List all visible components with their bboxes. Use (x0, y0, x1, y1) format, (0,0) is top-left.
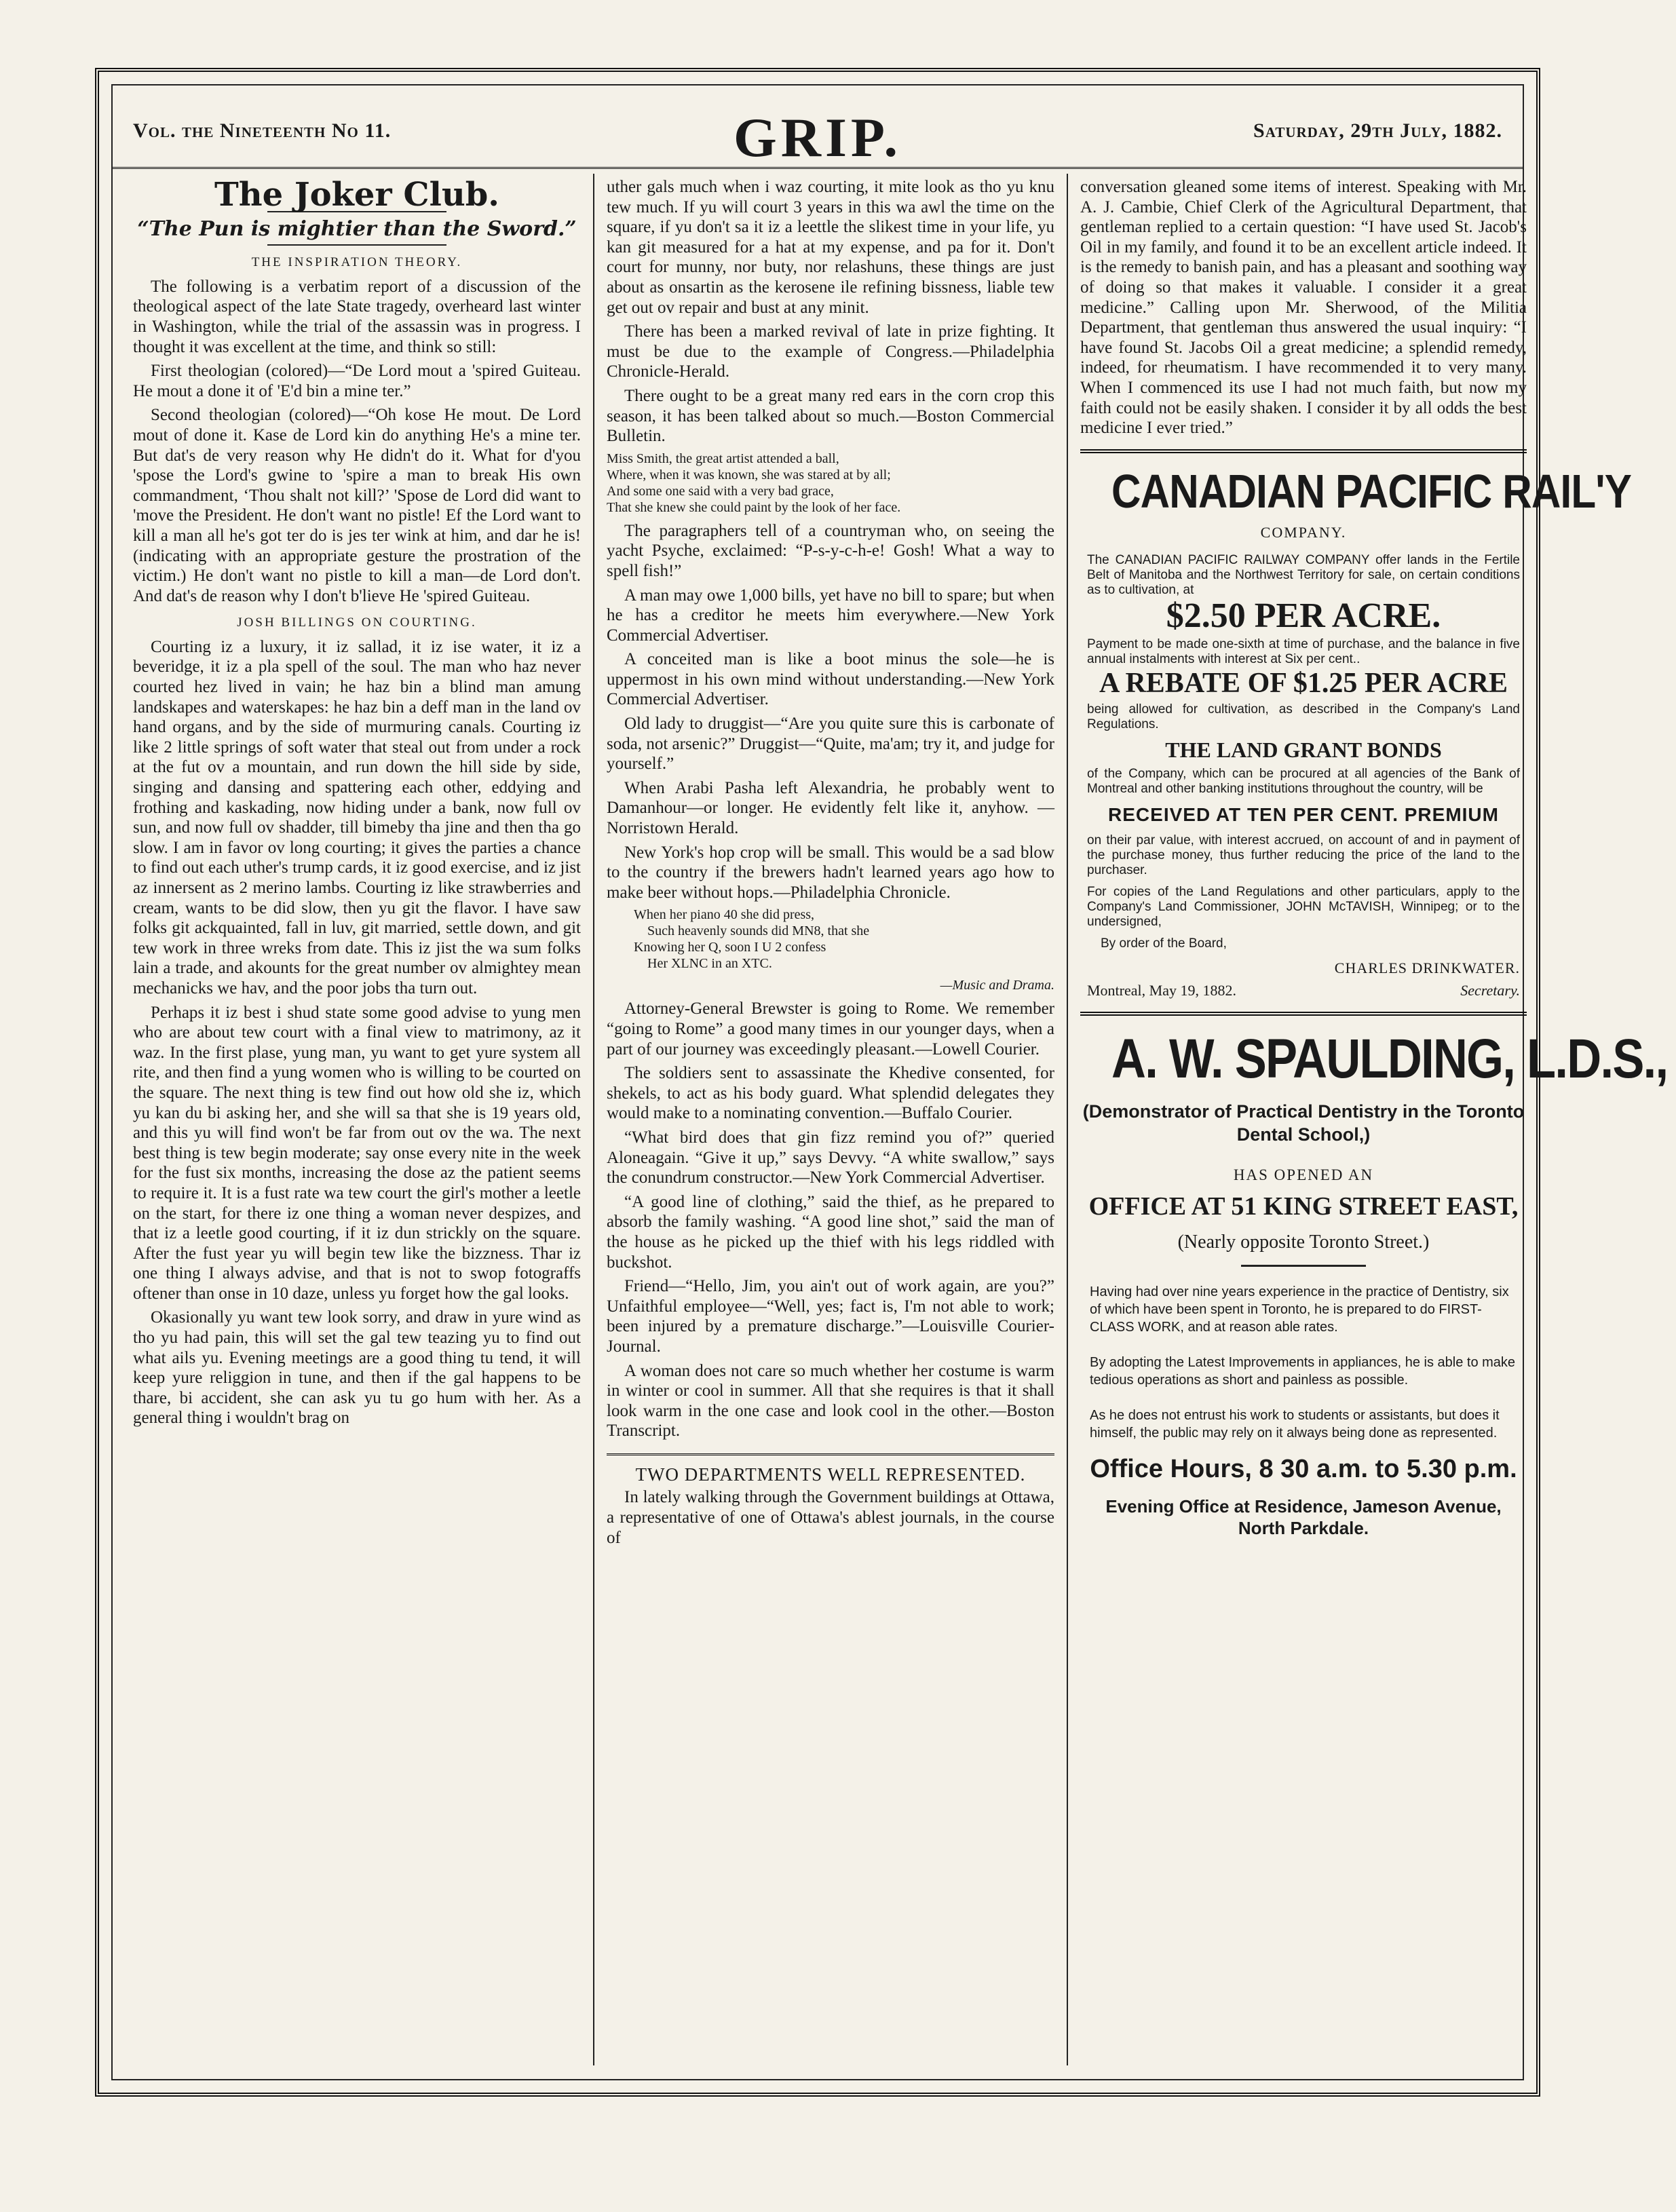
ad-price: $2.50 PER ACRE. (1166, 596, 1441, 636)
ad-text: As he does not entrust his work to students or assistants, but does it himself, the public may rely on it always being done as represented. (1090, 1407, 1500, 1441)
ad-title: A. W. SPAULDING, L.D.S., (1111, 1027, 1668, 1090)
section-title-joker-club: The Joker Club. (214, 176, 499, 214)
ad-signer-title: Secretary. (1460, 982, 1520, 999)
article-heading: THE INSPIRATION THEORY. (251, 255, 463, 270)
ad-subtitle: COMPANY. (1260, 523, 1347, 541)
article-paragraph: conversation gleaned some items of interest. Speaking with Mr. A. J. Cambie, Chief Clerk of the Agricultural Department, that gentleman replied to a certain question: “I have used St. Jacob's Oil in my family, and found it to be an excellent article indeed. It is the remedy to banish pain, and has a pleasant and soothing way of doing so that makes it valuable. I consider it a great medicine.” Calling upon Mr. Sherwood, of the Militia Department, that gentleman thus answered the usual inquiry: “I have found St. Jacobs Oil a great medicine; a splendid remedy, indeed, for rheumatism. I have recommended it to very many. When I commenced its use I had not much faith, but now my faith could not be easily shaken. I consider it by all odds the best medicine I ever tried.” (1080, 178, 1527, 438)
joke-item: A woman does not care so much whether her costume is warm in winter or cool in summer. All that she requires is that it shall look warm in the one case and look cool in the other.—Boston Transcript. (607, 1361, 1054, 1441)
ad-signature-row (1087, 980, 1520, 1001)
verse-line: Knowing her Q, soon I U 2 confess (634, 940, 826, 955)
divider (1080, 1012, 1527, 1016)
ad-text: The CANADIAN PACIFIC RAILWAY COMPANY offer lands in the Fertile Belt of Manitoba and the Northwest Territory for sale, on certain conditions as to cultivation, at (1087, 553, 1520, 598)
newspaper-title: GRIP. (734, 107, 902, 168)
cpr-advertisement (1080, 464, 1632, 1001)
article-paragraph: Courting iz a luxury, it iz sallad, it iz ise water, it iz a beveridge, it iz a pla spell of the soul. The man who haz never courted hez lived in vain; he haz bin a blind man amung landskapes and waterskapes: he haz bin a deff man in the land ov hand organs, and by the side of murmuring canals. Courting iz like 2 little springs of soft water that steal out from under a rock at the fut ov a mountain, and run down the hill side by side, singing and dansing and spattering each other, eddying and frothing and kaskading, now hiding under a bank, now full ov sun, and now full ov shadder, till bimeby tha jine and then tha go slow. I am in favor ov long courting; it gives the parties a chance to find out each uther's trump cards, it iz good exercise, and iz jist az innersent as 2 merino lambs. Courting iz like strawberries and cream, wants to be did slow, then yu git the flavor. I have saw folks git ackquainted, fall in luv, git married, settle down, and git tew work in three wreks from date. This iz jist the wa sum folks lain a trade, and akounts for the great number ov almightey mean mechanicks we hav, and the poor jobs tha turn out. (133, 637, 581, 997)
ad-text: (Nearly opposite Toronto Street.) (1177, 1232, 1430, 1253)
ad-signer: CHARLES DRINKWATER. (1334, 959, 1520, 976)
column-3 (1080, 177, 1668, 2065)
joke-item: There has been a marked revival of late in prize fighting. It must be due to the example of Congress.—Philadelphia Chronicle-Herald. (607, 322, 1054, 381)
joke-item: Old lady to druggist—“Are you quite sure this is carbonate of soda, not arsenic?” Druggist—“Quite, ma'am; try it, and judge for yourself.” (607, 714, 1054, 774)
verse-line: That she knew she could paint by the look of her face. (607, 499, 901, 515)
article-paragraph: Okasionally yu want tew look sorry, and draw in yure wind as tho yu had pain, this will set the gal tew teazing yu to find out what ails yu. Evening meetings are a good thing tu tend, it will keep yure religgion in tune, and then if the gal happens to be thare, bi accident, she can ask yu tu go hum with her. As a general thing i wouldn't brag on (133, 1308, 581, 1428)
joke-item: The soldiers sent to assassinate the Khedive consented, for shekels, to act as his body guard. What splendid delegates they would make to a nominating convention.—Buffalo Courier. (607, 1064, 1054, 1123)
issue-date: Saturday, 29th July, 1882. (1253, 119, 1502, 142)
section-motto: “The Pun is mightier than the Sword.” (137, 216, 577, 241)
joke-item: “A good line of clothing,” said the thief, as he prepared to absorb the family washing. “A good line shot,” said the man of the house as he picked up the thief with his legs riddled with buckshot. (607, 1192, 1054, 1272)
verse-line: Her XLNC in an XTC. (647, 956, 772, 972)
joke-item: There ought to be a great many red ears in the corn crop this season, it has been talked about so much.—Boston Commercial Bulletin. (607, 386, 1054, 446)
masthead (113, 85, 1523, 169)
column-rule-1 (593, 174, 594, 2065)
divider (1080, 449, 1527, 453)
article-paragraph: First theologian (colored)—“De Lord mout a 'spired Guiteau. He mout a done it of 'E'd bin a mine ter.” (133, 362, 581, 400)
ad-text: By order of the Board, (1101, 936, 1227, 951)
joke-item: A conceited man is like a boot minus the sole—he is uppermost in his own mind without understanding.—New York Commercial Advertiser. (607, 650, 1054, 709)
joke-item: Attorney-General Brewster is going to Rome. We remember “going to Rome” a good many times in our younger days, when a part of our journey was exceedingly pleasant.—Lowell Courier. (607, 999, 1054, 1059)
verse-line: When her piano 40 she did press, (634, 907, 815, 923)
joke-item: The paragraphers tell of a countryman who, on seeing the yacht Psyche, exclaimed: “P-s-y-c-h-e! Gosh! What a way to spell fish!” (607, 521, 1054, 580)
dentist-advertisement (1080, 1027, 1668, 1539)
verse-line: Where, when it was known, she was stared at by all; (607, 467, 891, 482)
verse-line: And some one said with a very bad grace, (607, 483, 834, 499)
ad-text: By adopting the Latest Improvements in appliances, he is able to make tedious operations as short and painless as possible. (1090, 1354, 1516, 1388)
volume-number: Vol. the Nineteenth No 11. (133, 119, 392, 142)
ad-text: Having had over nine years experience in the practice of Dentistry, six of which have been spent in Toronto, he is prepared to do FIRST-CLASS WORK, and at reason able rates. (1090, 1284, 1509, 1335)
ad-title: CANADIAN PACIFIC RAIL'Y (1111, 464, 1632, 518)
ad-text: Payment to be made one-sixth at time of purchase, and the balance in five annual instalments with interest at Six per cent.. (1087, 636, 1520, 666)
ad-rebate: A REBATE OF $1.25 PER ACRE (1099, 667, 1508, 699)
verse-block (607, 451, 1054, 516)
verse-credit: —Music and Drama. (940, 978, 1054, 993)
ad-heading: RECEIVED AT TEN PER CENT. PREMIUM (1108, 804, 1499, 826)
ad-text: of the Company, which can be procured at all agencies of the Bank of Montreal and other banking institutions throughout the country, will be (1087, 767, 1520, 797)
divider (1241, 1265, 1366, 1267)
page-frame (95, 68, 1668, 2097)
joke-item: When Arabi Pasha left Alexandria, he probably went to Damanhour—or longer. He evidently felt like it, anyhow. — Norristown Herald. (607, 778, 1054, 838)
ad-heading: THE LAND GRANT BONDS (1165, 737, 1442, 762)
ad-text: HAS OPENED AN (1233, 1166, 1374, 1183)
divider (607, 1453, 1054, 1455)
article-paragraph: Perhaps it iz best i shud state some good advise to yung men who are about tew court with a final view to matrimony, az it waz. In the first plase, yung man, yu want to get yure system all rite, and then find a yung women who is willing to be courted on the square. The next thing is tew find out how old she iz, which yu kan du bi asking her, and she will sa that she is 19 years old, and this yu will find won't be far from out ov the wa. The next best thing is tew begin moderate; say onse every nite in the week for the fust six months, increasing the dose az the patient seems to require it. It is a fust rate wa tew court the girl's mother a leetle on the start, for there iz one thing a woman never despizes, and that iz a leetle good courting, if it iz dun strickly on the square. After the fust year yu will begin tew like the bizzness. Thar iz one thing I always advise, and that is not to swop fotograffs oftener than onse in 10 daze, unless yu forget how the gal looks. (133, 1003, 581, 1303)
article-paragraph: In lately walking through the Government buildings at Ottawa, a representative of one of Ottawa's ablest journals, in the course of (607, 1488, 1054, 1547)
ad-text: being allowed for cultivation, as described in the Company's Land Regulations. (1087, 702, 1520, 731)
ad-subtitle: (Demonstrator of Practical Dentistry in the Toronto Dental School,) (1082, 1101, 1525, 1145)
column-2 (607, 177, 1054, 2065)
ad-hours: Office Hours, 8 30 a.m. to 5.30 p.m. (1090, 1454, 1517, 1483)
article-paragraph: The following is a verbatim report of a discussion of the theological aspect of the late State tragedy, overheard last winter in Washington, while the trial of the assassin was in progress. I thought it was excellent at the time, and think so still: (133, 277, 581, 356)
joke-item: New York's hop crop will be small. This would be a sad blow to the country if the brewers hadn't learned years ago how to make beer without hops.—Philadelphia Chronicle. (607, 843, 1054, 902)
ad-heading: OFFICE AT 51 KING STREET EAST, (1088, 1192, 1519, 1221)
joke-item: “What bird does that gin fizz remind you of?” queried Aloneagain. “Give it up,” says Devvy. “A white swallow,” says the conundrum constructor.—New York Commercial Advertiser. (607, 1128, 1054, 1187)
article-heading: TWO DEPARTMENTS WELL REPRESENTED. (635, 1464, 1026, 1485)
divider (267, 244, 446, 246)
article-paragraph: Second theologian (colored)—“Oh kose He mout. De Lord mout of done it. Kase de Lord kin do anything He's a mine ter. But dat's de very reason why He didn't do it. What for d'you 'spose the Lord's gwine to 'spire a man to break His own commandment, ‘Thou shalt not kill?’ 'Spose de Lord did want to 'move the President. He don't want no pistle! Ef the Lord want to kill a man all he's got ter do is jes ter wink at him, and dar he is! (indicating with an appropriate gesture the prostration of the victim.) He don't want no pistle to kill a man—de Lord don't. And dat's de reason why I don't b'lieve He 'spired Guiteau. (133, 406, 581, 605)
verse-line: Miss Smith, the great artist attended a ball, (607, 451, 839, 466)
ad-text: Evening Office at Residence, Jameson Avenue, North Parkdale. (1105, 1496, 1502, 1539)
page-inner-border (111, 84, 1668, 2080)
article-heading: JOSH BILLINGS ON COURTING. (237, 615, 477, 630)
joke-item: Friend—“Hello, Jim, you ain't out of work again, are you?” Unfaithful employee—“Well, yes; fact is, I'm not able to work; been injured by a premature discharge.”—Louisville Courier-Journal. (607, 1277, 1054, 1356)
article-paragraph: uther gals much when i waz courting, it mite look as tho yu knu tew much. If yu will court 3 years in this wa awl the time on the square, if yu don't sa it iz a leettle the slikest time in your life, yu kan git measured for a hat at my expense, and pa for it. Don't court for munny, nor buty, nor relashuns, these things are just about as onsartin as the kerosene ile refining bissness, liable tew get out ov repair and bust at any minit. (607, 178, 1054, 317)
verse-line: Such heavenly sounds did MN8, that she (647, 923, 870, 939)
ad-text: For copies of the Land Regulations and other particulars, apply to the Company's Land Commissioner, JOHN McTAVISH, Winnipeg; or to the undersigned, (1087, 884, 1520, 929)
ad-text: on their par value, with interest accrued, on account of and in payment of the purchase money, thus further reducing the price of the land to the purchaser. (1087, 833, 1520, 877)
joke-item: A man may owe 1,000 bills, yet have no bill to spare; but when he has a creditor he meets him everywhere.—New York Commercial Advertiser. (607, 586, 1054, 645)
column-rule-2 (1067, 174, 1068, 2065)
column-1 (133, 177, 581, 2065)
ad-place-date: Montreal, May 19, 1882. (1087, 982, 1236, 999)
verse-block (607, 907, 1054, 972)
